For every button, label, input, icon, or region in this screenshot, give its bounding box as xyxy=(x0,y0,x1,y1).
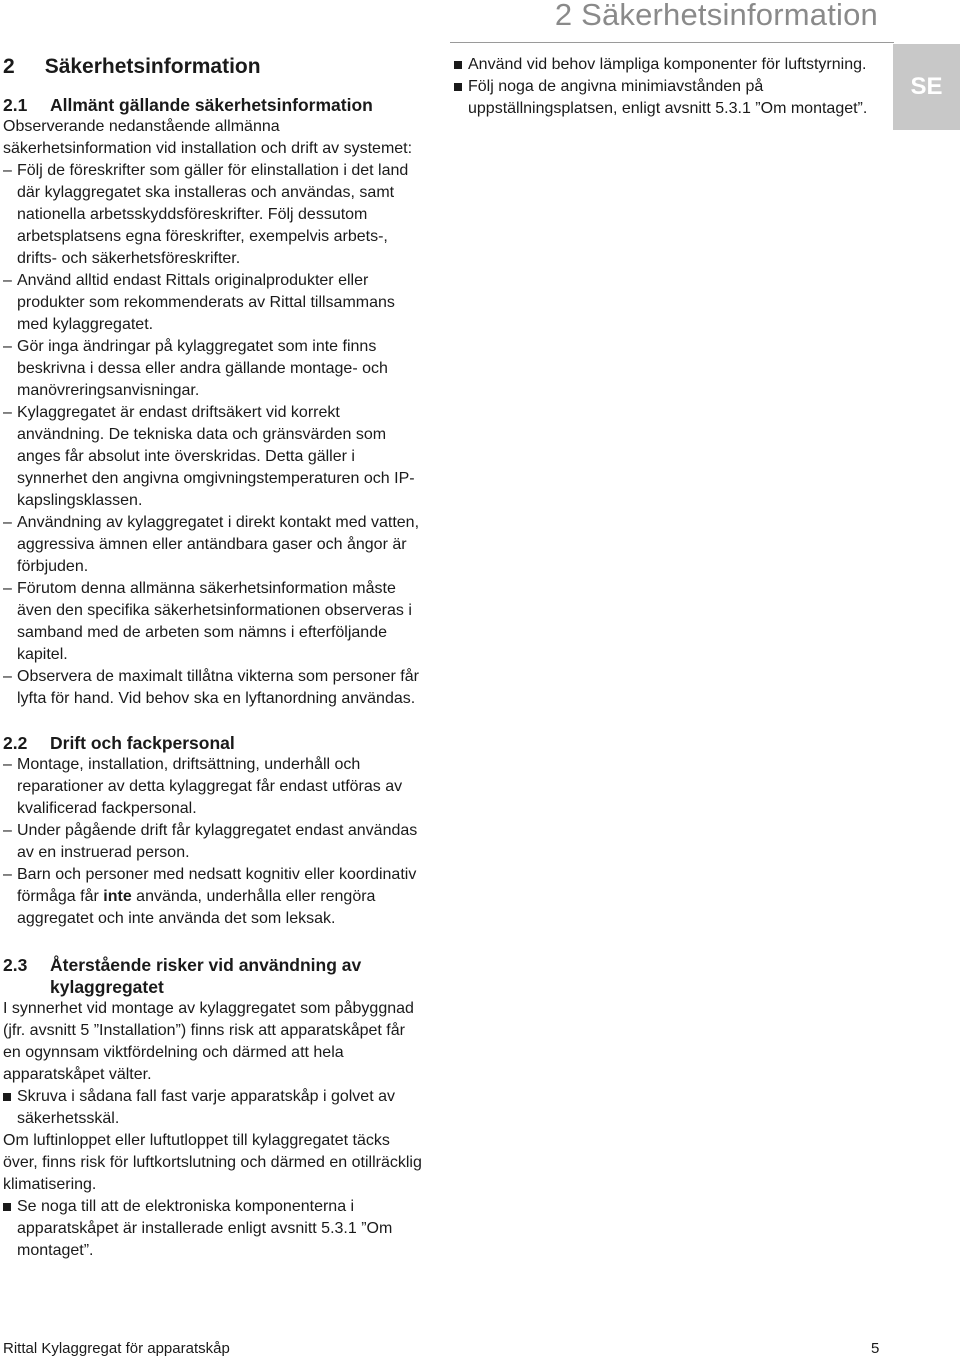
section-2-3-paragraph: I synnerhet vid montage av kylaggregatet som påbyggnad (jfr. avsnitt 5 ”Installation”) finns risk att apparatskåpet får en ogynnsam viktfördelning och därmed att hela apparatskåpet välter. xyxy=(3,1000,414,1083)
section-2-3-heading xyxy=(3,954,423,998)
chapter-heading xyxy=(3,54,423,80)
section-2-3-bullets xyxy=(3,1086,423,1130)
bullet-text: Skruva i sådana fall fast varje apparatskåp i golvet av säkerhetsskäl. xyxy=(17,1088,395,1127)
list-item: – Använd alltid endast Rittals originalprodukter eller produkter som rekommenderats av Rittal tillsammans med kylaggregatet. xyxy=(3,270,423,336)
section-number: 2.2 xyxy=(3,733,28,753)
bullet-text: Använd vid behov lämpliga komponenter för luftstyrning. xyxy=(468,56,867,73)
right-column xyxy=(454,54,884,120)
section-2-3-bullets xyxy=(3,1196,423,1262)
section-2-1-heading xyxy=(3,94,423,116)
list-item: – Användning av kylaggregatet i direkt kontakt med vatten, aggressiva ämnen eller antändbara gaser och ångor är förbjuden. xyxy=(3,512,423,578)
bullet-item xyxy=(3,1086,423,1130)
section-2-1-intro: Observerande nedanstående allmänna säkerhetsinformation vid installation och drift av systemet: xyxy=(3,118,413,157)
list-item: – Förutom denna allmänna säkerhetsinformation måste även den specifika säkerhetsinformationen observeras i samband med de arbeten som nämns i efterföljande kapitel. xyxy=(3,578,423,666)
section-2-2-list xyxy=(3,754,423,930)
list-item: – Under pågående drift får kylaggregatet endast användas av en instruerad person. xyxy=(3,820,423,864)
list-item: – Montage, installation, driftsättning, underhåll och reparationer av detta kylaggregat får endast utföras av kvalificerad fackpersonal. xyxy=(3,754,423,820)
bullet-item xyxy=(454,76,884,120)
footer-page-number: 5 xyxy=(871,1340,880,1357)
square-bullet-icon xyxy=(3,1203,11,1211)
square-bullet-icon xyxy=(3,1093,11,1101)
section-2-1-list xyxy=(3,160,423,710)
bullet-text: Se noga till att de elektroniska komponenterna i apparatskåpet är installerade enligt avsnitt 5.3.1 ”Om montaget”. xyxy=(17,1198,393,1259)
section-number: 2.3 xyxy=(3,955,28,975)
bullet-item xyxy=(3,1196,423,1262)
bullet-text: Följ noga de angivna minimiavstånden på uppställningsplatsen, enligt avsnitt 5.3.1 ”Om montaget”. xyxy=(468,78,868,117)
section-title: Återstående risker vid användning av kylaggregatet xyxy=(50,955,362,997)
section-2-2-heading xyxy=(3,732,423,754)
bullet-item xyxy=(454,54,884,76)
list-item: – Gör inga ändringar på kylaggregatet som inte finns beskrivna i dessa eller andra gällande montage- och manövreringsanvisningar. xyxy=(3,336,423,402)
emphasis-not: inte xyxy=(103,888,132,905)
footer-document-title: Rittal Kylaggregat för apparatskåp xyxy=(3,1340,230,1357)
right-column-bullets xyxy=(454,54,884,120)
square-bullet-icon xyxy=(454,83,462,91)
section-2-3-paragraph: Om luftinloppet eller luftutloppet till kylaggregatet täcks över, finns risk för luftkortslutning och därmed en otillräcklig klimatisering. xyxy=(3,1132,422,1193)
section-title: Drift och fackpersonal xyxy=(50,733,235,753)
language-tab: SE xyxy=(893,44,960,130)
list-item xyxy=(3,864,423,930)
text-run: Barn och personer med nedsatt kognitiv eller koordinativ förmåga får xyxy=(17,866,417,905)
running-header-title: 2 Säkerhetsinformation xyxy=(554,0,878,32)
list-item: – Följ de föreskrifter som gäller för elinstallation i det land där kylaggregatet ska installeras och användas, samt nationella arbetsskyddsföreskrifter. Följ dessutom arbetsplatsens egna föreskrifter, exempelvis arbets-, drifts- och säkerhetsföreskrifter. xyxy=(3,160,423,270)
left-column xyxy=(3,54,423,1262)
list-item: – Observera de maximalt tillåtna vikterna som personer får lyfta för hand. Vid behov ska en lyftanordning användas. xyxy=(3,666,423,710)
square-bullet-icon xyxy=(454,61,462,69)
section-number: 2.1 xyxy=(3,95,28,115)
list-item: – Kylaggregatet är endast driftsäkert vid korrekt användning. De tekniska data och gränsvärden som anges får absolut inte överskridas. Detta gäller i synnerhet den angivna omgivningstemperaturen och IP-kapslingsklassen. xyxy=(3,402,423,512)
header-divider xyxy=(450,42,894,43)
chapter-number: 2 xyxy=(3,55,15,78)
text-run: använda, underhålla eller rengöra aggregatet och inte använda det som leksak. xyxy=(17,888,376,927)
section-title: Allmänt gällande säkerhetsinformation xyxy=(50,95,373,115)
chapter-title: Säkerhetsinformation xyxy=(44,55,261,78)
